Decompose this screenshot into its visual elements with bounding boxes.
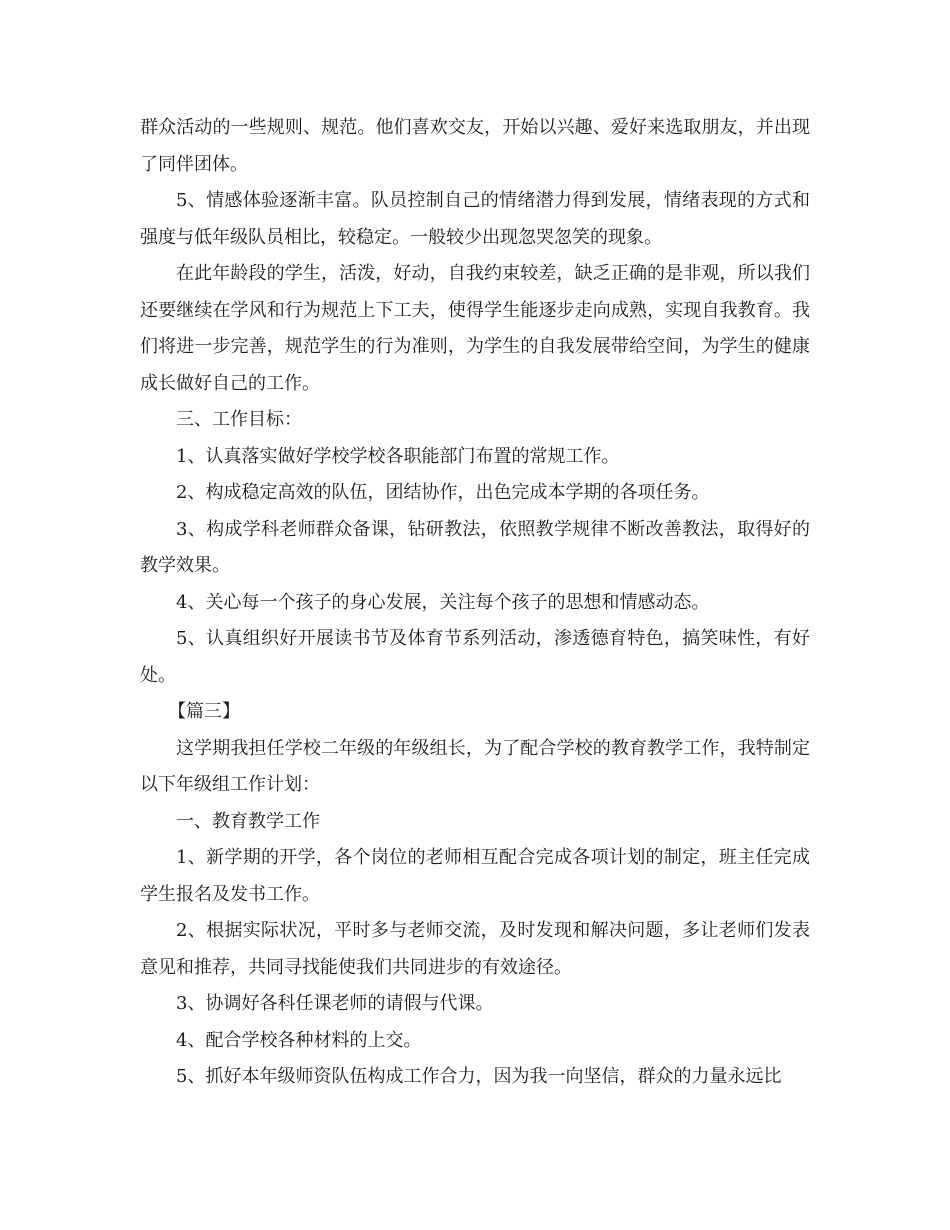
teaching-item-1: 1、新学期的开学，各个岗位的老师相互配合完成各项计划的制定，班主任完成学生报名及发书工作。	[140, 847, 810, 905]
paragraph-2: 5、情感体验逐渐丰富。队员控制自己的情绪潜力得到发展，情绪表现的方式和强度与低年级队员相比，较稳定。一般较少出现忽哭忽笑的现象。	[140, 190, 810, 248]
document-body	[140, 110, 810, 1096]
goal-item-3: 3、构成学科老师群众备课，钻研教法，依照教学规律不断改善教法，取得好的教学效果。	[140, 518, 810, 576]
goal-item-4: 4、关心每一个孩子的身心发展，关注每个孩子的思想和情感动态。	[176, 591, 710, 613]
paragraph-1: 群众活动的一些规则、规范。他们喜欢交友，开始以兴趣、爱好来选取朋友，并出现了同伴团体。	[140, 117, 810, 175]
goal-item-5: 5、认真组织好开展读书节及体育节系列活动，渗透德育特色，搞笑味性，有好处。	[140, 628, 810, 686]
teaching-item-5: 5、抓好本年级师资队伍构成工作合力，因为我一向坚信，群众的力量永远比	[176, 1066, 782, 1087]
goal-item-1: 1、认真落实做好学校学校各职能部门布置的常规工作。	[176, 445, 620, 467]
paragraph-3: 在此年龄段的学生，活泼，好动，自我约束较差，缺乏正确的是非观，所以我们还要继续在学风和行为规范上下工夫，使得学生能逐步走向成熟，实现自我教育。我们将进一步完善，规范学生的行为准则，为学生的自我发展带给空间，为学生的健康成长做好自己的工作。	[140, 263, 810, 394]
teaching-item-3: 3、协调好各科任课老师的请假与代课。	[176, 993, 494, 1014]
section-heading-teaching: 一、教育教学工作	[176, 810, 320, 832]
section-heading-goals: 三、工作目标：	[176, 409, 302, 430]
intro-paragraph: 这学期我担任学校二年级的年级组长，为了配合学校的教育教学工作，我特制定以下年级组工作计划：	[140, 737, 810, 795]
teaching-item-2: 2、根据实际状况，平时多与老师交流，及时发现和解决问题，多让老师们发表意见和推荐，共同寻找能使我们共同进步的有效途径。	[140, 920, 810, 978]
teaching-item-4: 4、配合学校各种材料的上交。	[176, 1029, 422, 1051]
chapter-heading: 【篇三】	[168, 701, 240, 722]
goal-item-2: 2、构成稳定高效的队伍，团结协作，出色完成本学期的各项任务。	[176, 482, 710, 503]
